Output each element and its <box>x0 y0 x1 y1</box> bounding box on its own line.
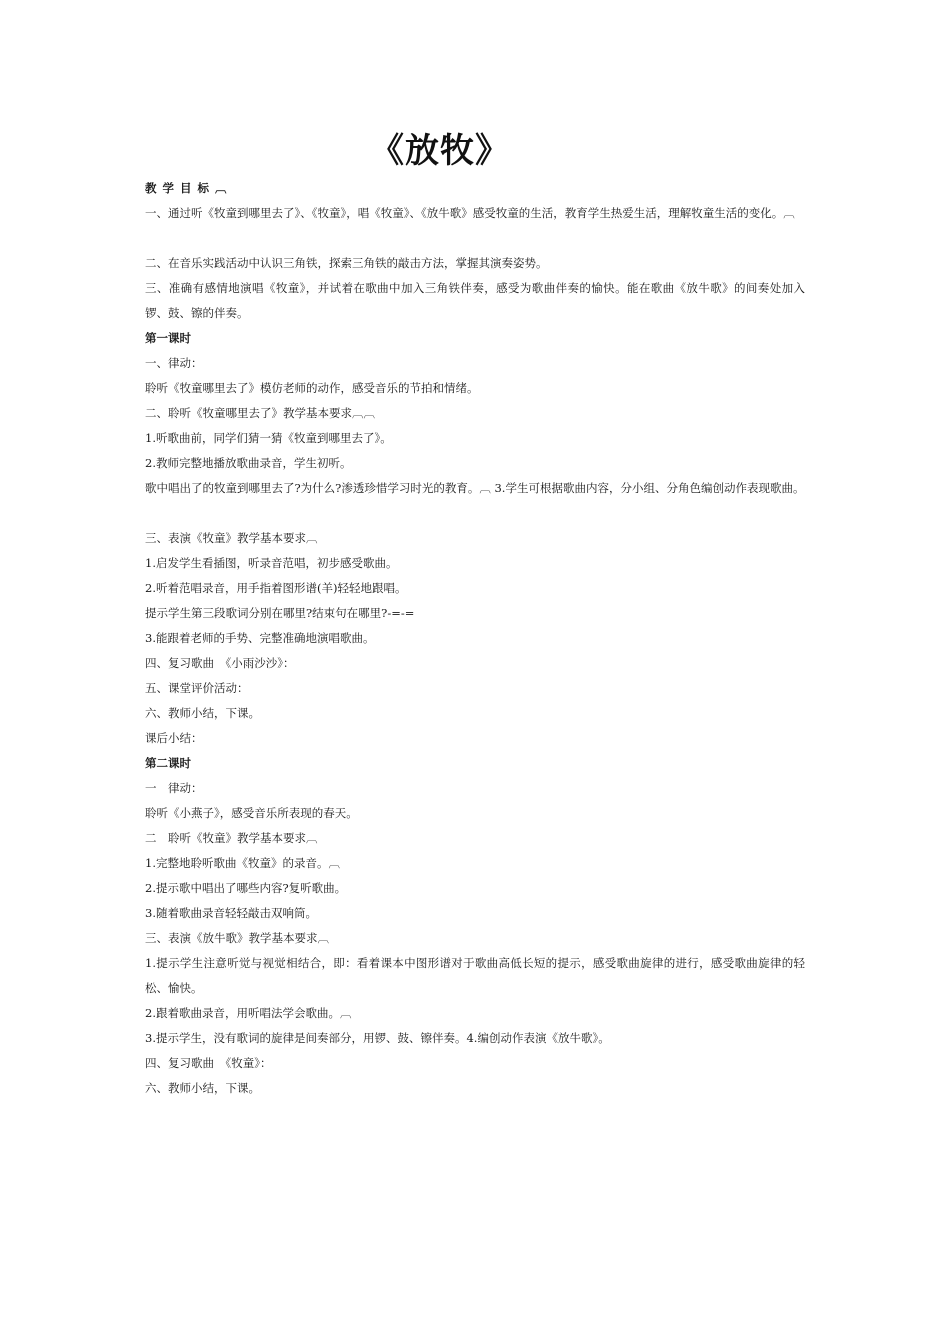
text-line: 五、课堂评价活动： <box>145 681 249 695</box>
text-line: 2.听着范唱录音，用手指着图形谱(羊)轻轻地跟唱。 <box>145 581 407 595</box>
text-line: 1.听歌曲前，同学们猜一猜《牧童到哪里去了》。 <box>145 431 392 445</box>
text-line: 聆听《牧童哪里去了》模仿老师的动作，感受音乐的节拍和情绪。 <box>145 381 479 395</box>
text-line: 四、复习歌曲 《小雨沙沙》： <box>145 656 295 670</box>
text-line: 六、教师小结，下课。 <box>145 706 260 720</box>
section-heading: 第一课时 <box>145 331 191 345</box>
text-line: 3.提示学生，没有歌词的旋律是间奏部分，用锣、鼓、镲伴奏。4.编创动作表演《放牛歌》。 <box>145 1031 610 1045</box>
text-line: 2.教师完整地播放歌曲录音，学生初听。 <box>145 456 352 470</box>
text-line: 三、表演《放牛歌》教学基本要求︹ <box>145 931 329 945</box>
text-line: 一、通过听《牧童到哪里去了》、《牧童》，唱《牧童》、《放牛歌》感受牧童的生活，教育学生热爱生活，理解牧童生活的变化。︹ <box>145 206 795 220</box>
text-line: 1.启发学生看插图，听录音范唱，初步感受歌曲。 <box>145 556 398 570</box>
text-line: 三、准确有感情地演唱《牧童》，并试着在歌曲中加入三角铁伴奏，感受为歌曲伴奏的愉快。能在歌曲《放牛歌》的间奏处加入锣、鼓、镲的伴奏。 <box>145 281 805 320</box>
text-line: 一、律动： <box>145 356 203 370</box>
text-line: 聆听《小燕子》，感受音乐所表现的春天。 <box>145 806 358 820</box>
text-line: 歌中唱出了的牧童到哪里去了?为什么?渗透珍惜学习时光的教育。︹ 3.学生可根据歌曲内容，分小组、分角色编创动作表现歌曲。 <box>145 481 805 495</box>
text-line: 2.提示歌中唱出了哪些内容?复听歌曲。 <box>145 881 347 895</box>
text-line: 一 律动： <box>145 781 203 795</box>
text-line: 二、在音乐实践活动中认识三角铁，探索三角铁的敲击方法，掌握其演奏姿势。 <box>145 256 548 270</box>
text-line: 四、复习歌曲 《牧童》： <box>145 1056 272 1070</box>
document-body <box>145 176 805 1101</box>
document-title: 《放牧》 <box>370 131 510 171</box>
text-line: 3.随着歌曲录音轻轻敲击双响筒。 <box>145 906 317 920</box>
text-line: 提示学生第三段歌词分别在哪里?结束句在哪里?-=-= <box>145 606 415 620</box>
text-line: 二、聆听《牧童哪里去了》教学基本要求︹︹ <box>145 406 375 420</box>
text-line: 1.完整地聆听歌曲《牧童》的录音。︹ <box>145 856 340 870</box>
text-line: 六、教师小结，下课。 <box>145 1081 260 1095</box>
text-line: 2.跟着歌曲录音，用听唱法学会歌曲。︹ <box>145 1006 352 1020</box>
text-line: 课后小结： <box>145 731 203 745</box>
section-heading: 教学目标︹ <box>145 181 233 195</box>
text-line: 1.提示学生注意听觉与视觉相结合，即：看着课本中图形谱对于歌曲高低长短的提示，感受歌曲旋律的进行，感受歌曲旋律的轻松、愉快。 <box>145 956 805 995</box>
text-line: 3.能跟着老师的手势、完整准确地演唱歌曲。 <box>145 631 375 645</box>
text-line: 三、表演《牧童》教学基本要求︹ <box>145 531 318 545</box>
text-line: 二 聆听《牧童》教学基本要求︹ <box>145 831 318 845</box>
section-heading: 第二课时 <box>145 756 191 770</box>
